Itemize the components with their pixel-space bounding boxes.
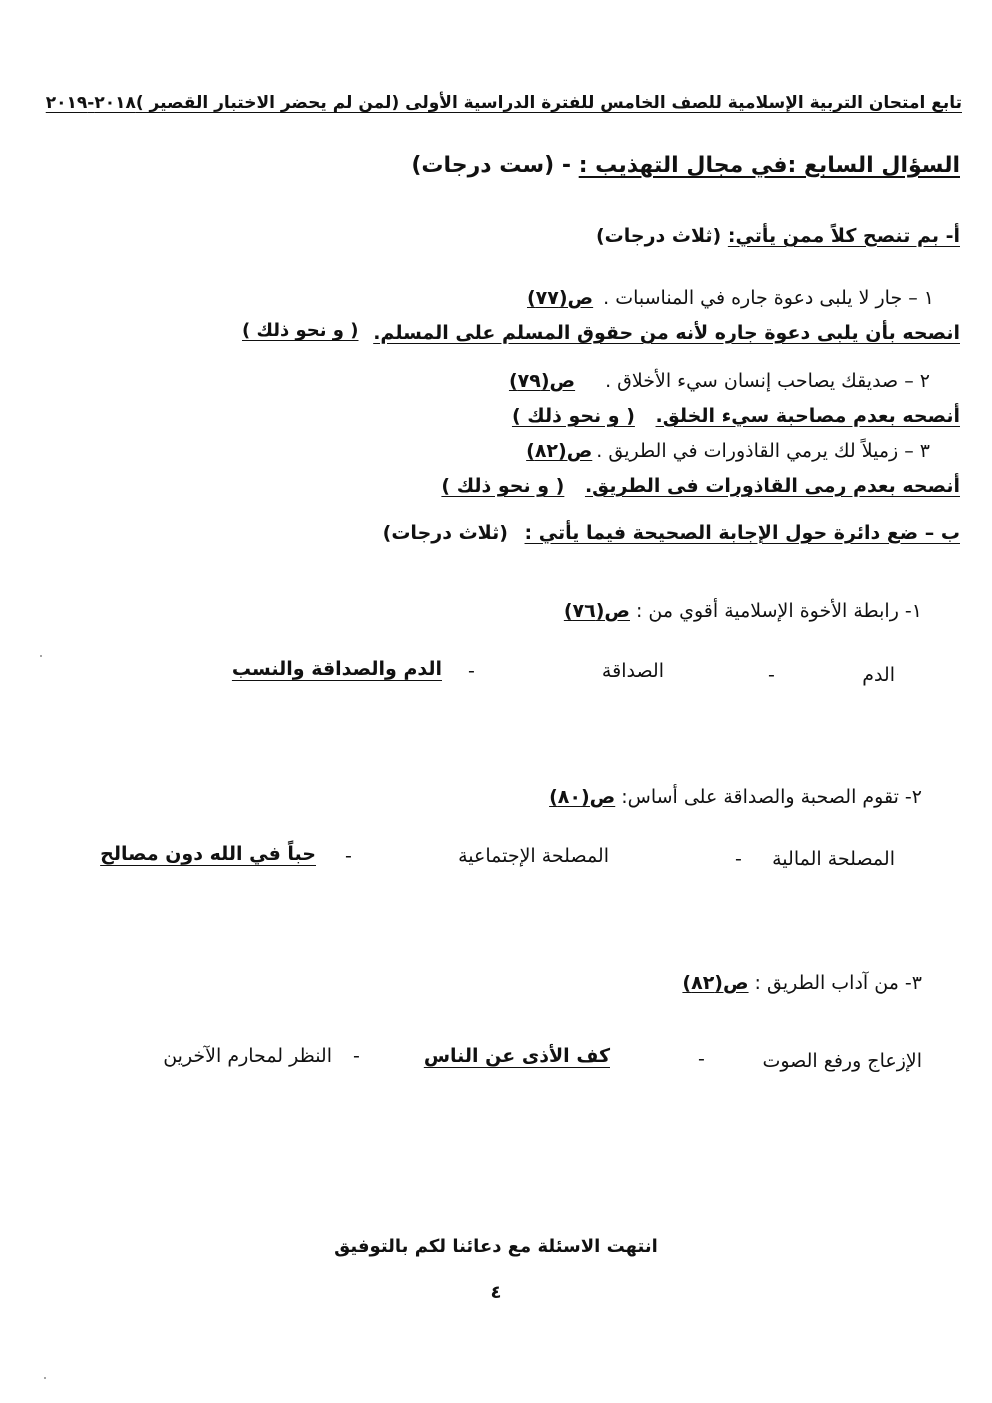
option-separator: - bbox=[468, 660, 475, 682]
part-a-answer-2 bbox=[512, 405, 960, 428]
part-b-title-text: ب – ضع دائرة حول الإجابة الصحيحة فيما يأتي : bbox=[524, 522, 960, 544]
exam-header: تابع امتحان التربية الإسلامية للصف الخامس للفترة الدراسية الأولى (لمن لم يحضر الاختبار القصير )٢٠١٨-٢٠١٩ bbox=[45, 93, 962, 113]
part-a-answer-1 bbox=[373, 322, 960, 345]
part-a-answer-3 bbox=[441, 475, 960, 498]
page-ref: ص(٧٩) bbox=[508, 370, 576, 392]
question-marks: - (ست درجات) bbox=[411, 153, 572, 178]
page-ref: ص(٧٦) bbox=[563, 600, 630, 622]
question-text: ٣- من آداب الطريق : bbox=[754, 972, 922, 994]
part-a-marks: (ثلاث درجات) bbox=[596, 225, 722, 247]
option-correct[interactable]: حباً في الله دون مصالح bbox=[100, 843, 316, 865]
part-a-item-2 bbox=[509, 370, 930, 393]
item-text: ١ – جار لا يلبى دعوة جاره في المناسبات . bbox=[603, 287, 934, 309]
scan-speck bbox=[44, 1377, 46, 1379]
closing-text: انتهت الاسئلة مع دعائنا لكم بالتوفيق bbox=[334, 1236, 658, 1257]
page-number: ٤ bbox=[490, 1282, 502, 1303]
part-a-item-3 bbox=[526, 440, 930, 463]
answer-note-1: ( و نحو ذلك ) bbox=[242, 320, 359, 341]
part-b-title bbox=[383, 522, 960, 545]
part-a-title bbox=[596, 225, 960, 248]
page-ref: ص(٨٠) bbox=[549, 786, 616, 808]
option[interactable]: الصداقة bbox=[601, 660, 664, 682]
option[interactable]: الإزعاج ورفع الصوت bbox=[762, 1050, 922, 1072]
question-text: ١- رابطة الأخوة الإسلامية أقوي من : bbox=[635, 600, 922, 622]
answer-note: ( و نحو ذلك ) bbox=[511, 405, 635, 427]
answer-text: أنصحه بعدم رمى القاذورات فى الطريق. bbox=[584, 475, 960, 497]
scan-speck bbox=[40, 655, 42, 657]
option-separator: - bbox=[698, 1048, 705, 1070]
option[interactable]: المصلحة الإجتماعية bbox=[458, 845, 609, 867]
page-ref: ص(٨٢) bbox=[526, 440, 593, 462]
question-title bbox=[411, 153, 960, 179]
part-a-title-text: أ- بم تنصح كلاً ممن يأتي: bbox=[727, 225, 960, 247]
page-ref: ص(٨٢) bbox=[682, 972, 749, 994]
option-correct[interactable]: الدم والصداقة والنسب bbox=[231, 658, 442, 680]
option[interactable]: الدم bbox=[862, 664, 895, 686]
answer-note: ( و نحو ذلك ) bbox=[441, 475, 565, 497]
answer-text: انصحه بأن يلبى دعوة جاره لأنه من حقوق المسلم على المسلم. bbox=[373, 322, 960, 344]
option-separator: - bbox=[345, 845, 352, 867]
part-a-item-1 bbox=[527, 287, 934, 310]
question-text: ٢- تقوم الصحبة والصداقة على أساس: bbox=[621, 786, 922, 808]
item-text: ٣ – زميلاً لك يرمي القاذورات في الطريق . bbox=[596, 440, 930, 462]
question-title-text: السؤال السابع :في مجال التهذيب : bbox=[578, 153, 960, 178]
item-text: ٢ – صديقك يصاحب إنسان سيء الأخلاق . bbox=[605, 370, 930, 392]
part-b-question-3 bbox=[682, 972, 922, 995]
page-ref: ص(٧٧) bbox=[526, 287, 594, 309]
option-separator: - bbox=[768, 664, 775, 686]
part-b-question-2 bbox=[549, 786, 922, 809]
answer-text: أنصحه بعدم مصاحبة سيء الخلق. bbox=[655, 405, 960, 427]
option-separator: - bbox=[735, 848, 742, 870]
part-b-marks: (ثلاث درجات) bbox=[382, 522, 508, 544]
option[interactable]: النظر لمحارم الآخرين bbox=[163, 1045, 332, 1067]
option-separator: - bbox=[353, 1045, 360, 1067]
part-b-question-1 bbox=[564, 600, 922, 623]
option-correct[interactable]: كف الأذى عن الناس bbox=[423, 1045, 610, 1067]
option[interactable]: المصلحة المالية bbox=[772, 848, 895, 870]
